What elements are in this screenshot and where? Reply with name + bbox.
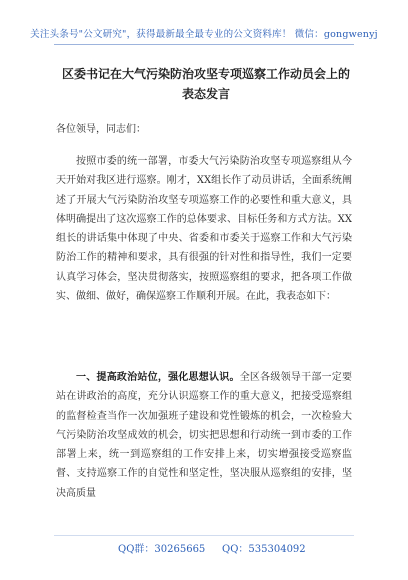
greeting: 各位领导，同志们：: [56, 124, 146, 135]
header-banner: 关注头条号"公文研究"，获得最新最全最专业的公文资料库！ 微信：gongwenyj: [30, 29, 378, 40]
section-body: 全区各级领导干部一定要站在讲政治的高度，充分认识巡察工作的重大意义，把接受巡察组的监督检查当作一次加强班子建设和党性锻炼的机会，一次检验大气污染防治攻坚成效的机会，切实把思想和行动统一到市委的工作部署上来，统一到巡察组的工作安排上来，切实增强接受巡察监督、支持巡察工作的自觉性和坚定性，坚决服从巡察组的安排，坚决高质量: [56, 372, 353, 499]
footer-qq-group: QQ群：30265665: [118, 544, 206, 555]
document-title: 区委书记在大气污染防治攻坚专项巡察工作动员会上的表态发言: [61, 67, 350, 101]
footer-qq-number: QQ：535304092: [222, 544, 306, 555]
paragraph-section-1: [56, 368, 352, 503]
header-divider: [54, 44, 354, 45]
paragraph-intro: 按照市委的统一部署，市委大气污染防治攻坚专项巡察组从今天开始对我区进行巡察。刚才，XX组长作了动员讲话，全面系统阐述了开展大气污染防治攻坚专项巡察工作的必要性和重大意义，具体明确提出了这次巡察工作的总体要求、目标任务和方式方法。XX组长的讲话集中体现了中央、省委和市委关于巡察工作和大气污染防治工作的精神和要求，具有很强的针对性和指导性，我们一定要认真学习体会，坚决贯彻落实，按照巡察组的要求，把各项工作做实、做细、做好，确保巡察工作顺利开展。在此，我表态如下：: [56, 156, 352, 303]
footer-divider: [54, 535, 354, 536]
section-heading: 一、提高政治站位，强化思想认识。: [76, 372, 240, 383]
